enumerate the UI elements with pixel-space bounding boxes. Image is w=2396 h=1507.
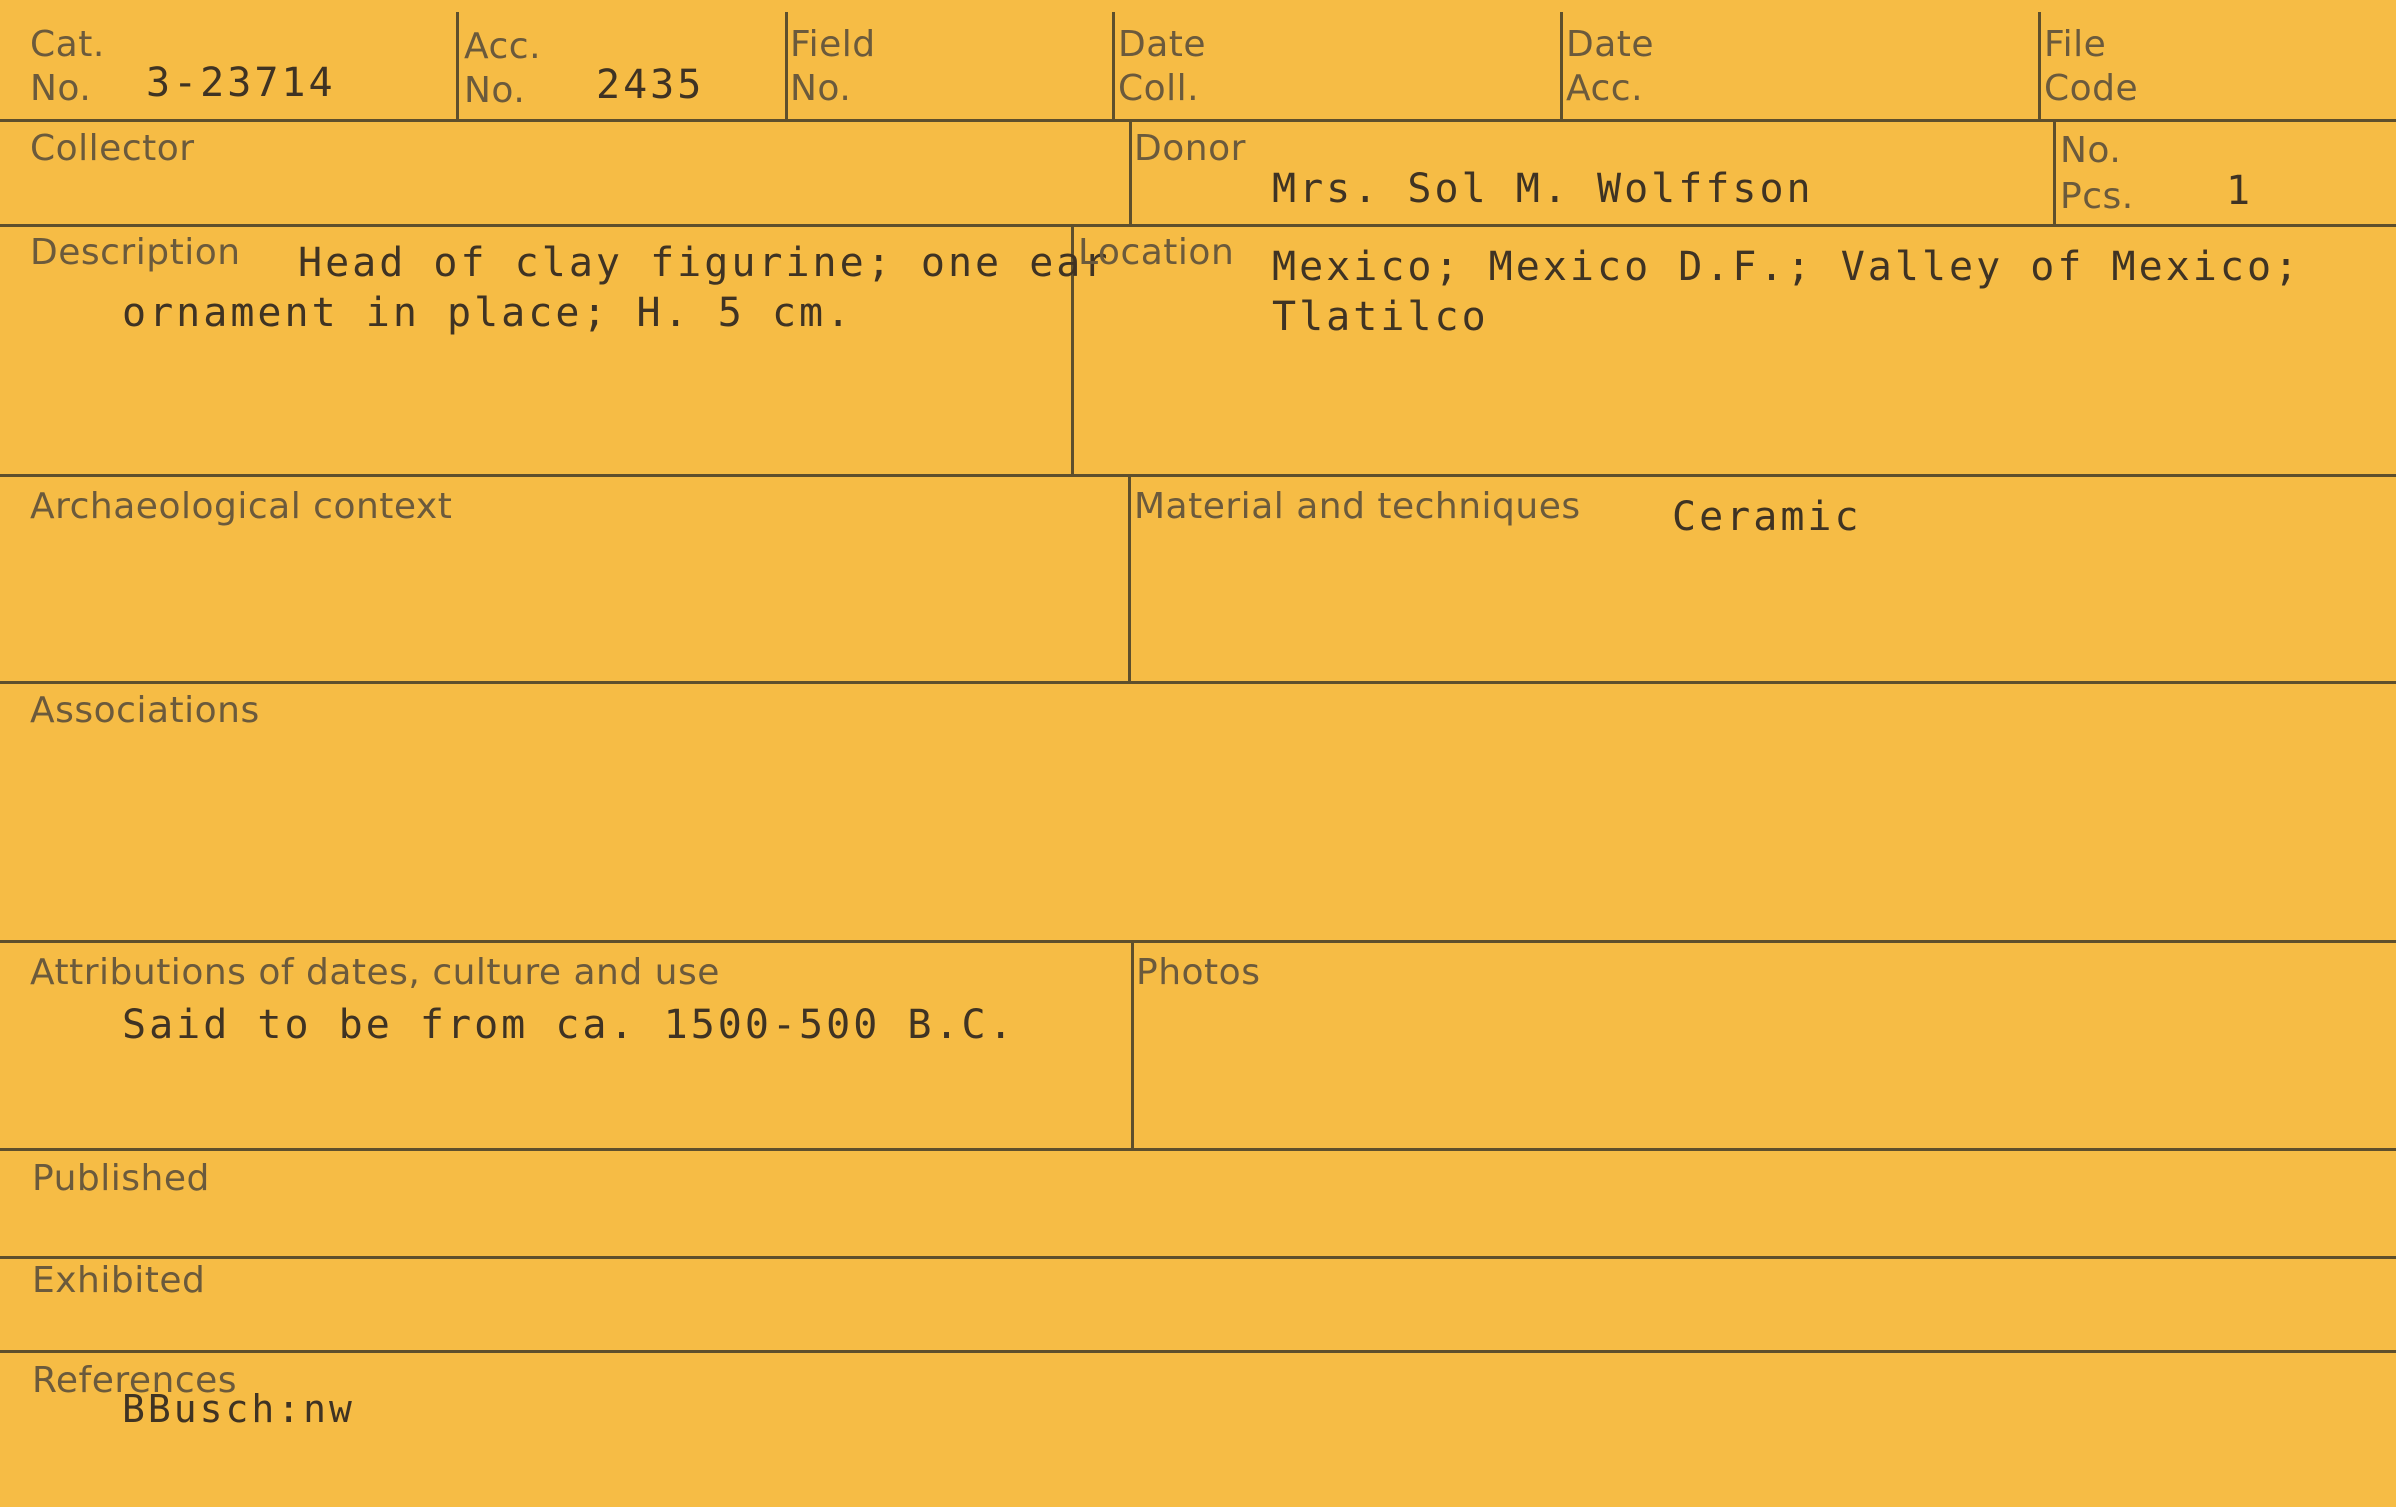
date-acc-label: Date — [1566, 24, 1655, 65]
location-line-2: Tlatilco — [1272, 294, 1489, 340]
pcs-label: Pcs. — [2060, 176, 2134, 217]
acc-no-label: No. — [464, 70, 526, 111]
exhibited-label: Exhibited — [32, 1260, 206, 1301]
divider — [1128, 474, 1131, 682]
divider — [0, 119, 2396, 122]
associations-label: Associations — [30, 690, 260, 731]
attributions-value: Said to be from ca. 1500-500 B.C. — [122, 1002, 1016, 1048]
divider — [0, 1148, 2396, 1151]
collector-label: Collector — [30, 128, 195, 169]
material-value: Ceramic — [1672, 494, 1862, 540]
divider — [0, 224, 2396, 227]
cat-no-label: No. — [30, 68, 92, 109]
file-code-label: Code — [2044, 68, 2139, 109]
divider — [2053, 119, 2056, 225]
divider — [785, 12, 788, 120]
attributions-label: Attributions of dates, culture and use — [30, 952, 720, 993]
references-label: References — [32, 1360, 238, 1401]
location-label: Location — [1078, 232, 1235, 273]
description-line-2: ornament in place; H. 5 cm. — [122, 290, 854, 336]
cat-number: 3-23714 — [146, 60, 336, 106]
file-label: File — [2044, 24, 2107, 65]
date-coll-sub-label: Coll. — [1118, 68, 1200, 109]
divider — [1112, 12, 1115, 120]
field-no-label: No. — [790, 68, 852, 109]
material-label: Material and techniques — [1134, 486, 1581, 527]
archaeological-context-label: Archaeological context — [30, 486, 453, 527]
donor-value: Mrs. Sol M. Wolffson — [1272, 166, 1814, 212]
pcs-value: 1 — [2226, 168, 2254, 214]
date-coll-label: Date — [1118, 24, 1207, 65]
donor-label: Donor — [1134, 128, 1246, 169]
divider — [1131, 940, 1134, 1149]
location-line-1: Mexico; Mexico D.F.; Valley of Mexico; — [1272, 244, 2302, 290]
field-label: Field — [790, 24, 876, 65]
description-line-1: Head of clay figurine; one ear — [298, 240, 1111, 286]
divider — [0, 940, 2396, 943]
divider — [0, 681, 2396, 684]
divider — [0, 1350, 2396, 1353]
divider — [1129, 119, 1132, 225]
divider — [2038, 12, 2041, 120]
references-value: BBusch:nw — [122, 1387, 355, 1431]
pcs-no-label: No. — [2060, 130, 2122, 171]
acc-number: 2435 — [596, 62, 705, 108]
cat-label: Cat. — [30, 24, 105, 65]
published-label: Published — [32, 1158, 210, 1199]
date-acc-sub-label: Acc. — [1566, 68, 1644, 109]
divider — [1560, 12, 1563, 120]
photos-label: Photos — [1136, 952, 1261, 993]
acc-label: Acc. — [464, 26, 542, 67]
divider — [0, 1256, 2396, 1259]
divider — [0, 474, 2396, 477]
description-label: Description — [30, 232, 241, 273]
divider — [456, 12, 459, 120]
